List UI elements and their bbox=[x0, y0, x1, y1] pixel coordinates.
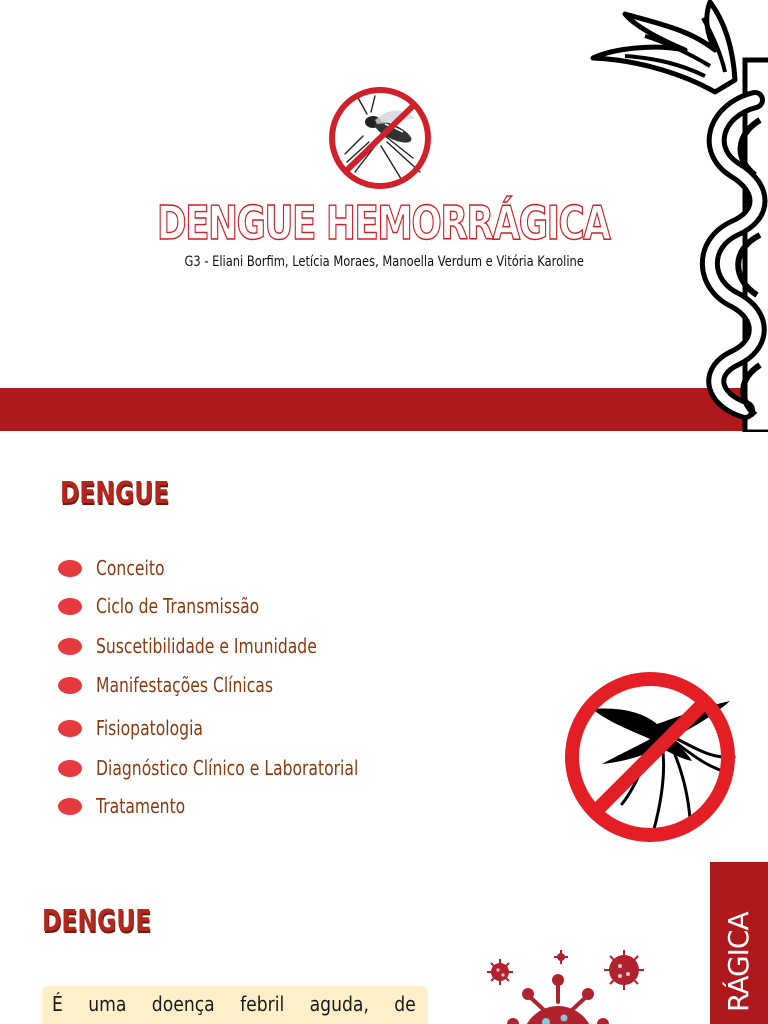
bullet-icon bbox=[58, 760, 82, 777]
definition-text: É uma doença febril aguda, de bbox=[52, 992, 416, 1016]
topics-slide bbox=[0, 432, 768, 862]
authors-line: G3 - Eliani Borfim, Letícia Moraes, Manoella Verdum e Vitória Karoline bbox=[184, 254, 584, 270]
topic-label: Diagnóstico Clínico e Laboratorial bbox=[96, 756, 359, 780]
title-slide bbox=[0, 0, 768, 432]
topic-label: Suscetibilidade e Imunidade bbox=[96, 634, 317, 658]
list-item bbox=[58, 553, 184, 583]
bullet-icon bbox=[58, 677, 82, 694]
topic-label: Tratamento bbox=[96, 794, 186, 818]
definition-slide bbox=[0, 862, 768, 1024]
bullet-icon bbox=[58, 638, 82, 655]
no-mosquito-icon bbox=[325, 84, 435, 192]
list-item bbox=[58, 591, 305, 621]
topic-label: Ciclo de Transmissão bbox=[96, 594, 260, 618]
list-item bbox=[58, 631, 379, 661]
bullet-icon bbox=[58, 720, 82, 737]
definition-box bbox=[42, 986, 428, 1024]
side-band-title: RÁGICA bbox=[722, 912, 755, 1012]
section-heading: DENGUE bbox=[42, 904, 152, 939]
bullet-icon bbox=[58, 798, 82, 815]
no-mosquito-icon bbox=[562, 669, 738, 845]
topic-label: Fisiopatologia bbox=[96, 716, 203, 740]
topic-label: Conceito bbox=[96, 556, 165, 580]
section-heading: DENGUE bbox=[60, 476, 170, 511]
presentation-title: DENGUE HEMORRÁGICA bbox=[156, 196, 610, 250]
bullet-icon bbox=[58, 598, 82, 615]
list-item bbox=[58, 791, 210, 821]
virus-icon bbox=[470, 902, 670, 1024]
bullet-icon bbox=[58, 560, 82, 577]
list-item bbox=[58, 670, 323, 700]
topic-label: Manifestações Clínicas bbox=[96, 673, 273, 697]
caduceus-icon bbox=[585, 0, 768, 432]
list-item bbox=[58, 713, 233, 743]
side-band bbox=[710, 862, 768, 1024]
list-item bbox=[58, 753, 432, 783]
